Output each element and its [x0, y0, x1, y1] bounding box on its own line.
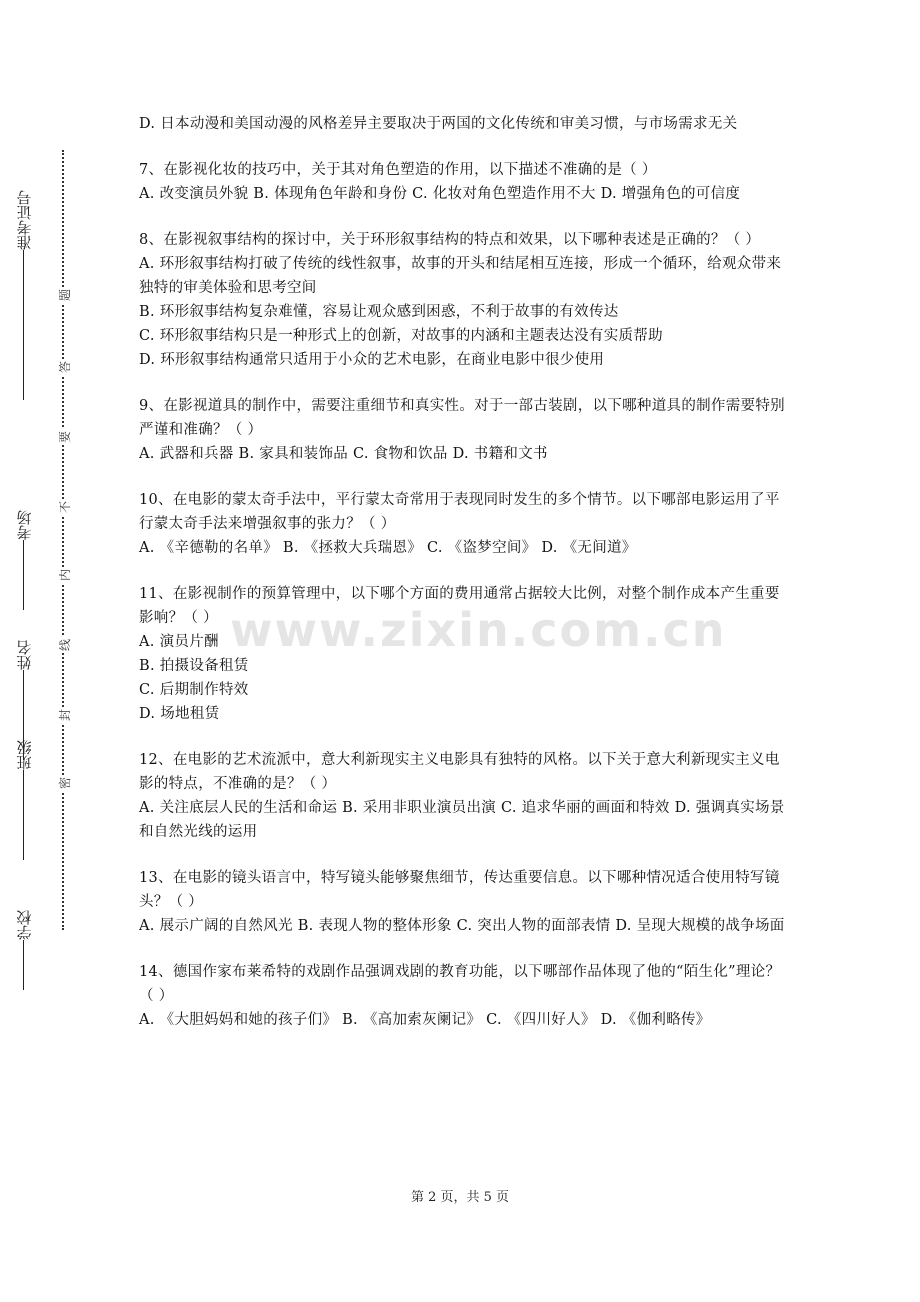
- class-field: [6, 740, 42, 860]
- seal-char: 答: [58, 361, 72, 374]
- school-field: [6, 890, 42, 990]
- school-label: 学校: [15, 910, 34, 940]
- option-c: C. 环形叙事结构只是一种形式上的创新，对故事的内涵和主题表达没有实质帮助: [139, 328, 663, 344]
- seal-char: 封: [58, 709, 72, 722]
- question-14: [139, 960, 789, 1032]
- exam-number-label: 准考证号: [15, 190, 34, 250]
- question-10: [139, 488, 789, 560]
- seal-char: 内: [58, 569, 72, 582]
- question-7: [139, 158, 789, 206]
- exam-number-field: [6, 150, 42, 400]
- watermark: www.zixin.com.cn: [230, 603, 727, 657]
- binding-margin: [6, 150, 42, 950]
- option-d: D. 场地租赁: [139, 706, 220, 722]
- question-options: A. 武器和兵器 B. 家具和装饰品 C. 食物和饮品 D. 书籍和文书: [139, 446, 548, 462]
- question-11: [139, 582, 789, 726]
- option-a: A. 演员片酬: [139, 634, 219, 650]
- question-stem: 9、在影视道具的制作中，需要注重细节和真实性。对于一部古装剧，以下哪种道具的制作需要特别严谨和准确？（ ）: [139, 398, 785, 438]
- question-stem: 7、在影视化妆的技巧中，关于其对角色塑造的作用，以下描述不准确的是（ ）: [139, 162, 657, 178]
- exam-room-field: [6, 510, 42, 610]
- option-d: D. 环形叙事结构通常只适用于小众的艺术电影，在商业电影中很少使用: [139, 352, 605, 368]
- question-9: [139, 394, 789, 466]
- question-options: A. 改变演员外貌 B. 体现角色年龄和身份 C. 化妆对角色塑造作用不大 D. 增强角色的可信度: [139, 186, 741, 202]
- option-a: A. 环形叙事结构打破了传统的线性叙事，故事的开头和结尾相互连接，形成一个循环，给观众带来独特的审美体验和思考空间: [139, 256, 782, 296]
- name-label: 姓名: [15, 640, 34, 670]
- option-b: B. 环形叙事结构复杂难懂，容易让观众感到困惑，不利于故事的有效传达: [139, 304, 619, 320]
- prev-question-option-d: D. 日本动漫和美国动漫的风格差异主要取决于两国的文化传统和审美习惯，与市场需求无关: [139, 116, 738, 132]
- question-options: A. 展示广阔的自然风光 B. 表现人物的整体形象 C. 突出人物的面部表情 D. 呈现大规模的战争场面: [139, 918, 785, 934]
- option-c: C. 后期制作特效: [139, 682, 249, 698]
- seal-line: [62, 150, 78, 930]
- seal-char: 密: [58, 777, 72, 790]
- question-options: A. 《大胆妈妈和她的孩子们》 B. 《高加索灰阑记》 C. 《四川好人》 D. 《伽利略传》: [139, 1012, 711, 1028]
- question-stem: 13、在电影的镜头语言中，特写镜头能够聚焦细节，传达重要信息。以下哪种情况适合使用特写镜头？（ ）: [139, 870, 780, 910]
- seal-char: 题: [58, 289, 72, 302]
- question-12: [139, 748, 789, 844]
- exam-room-label: 考场: [15, 510, 34, 540]
- question-stem: 14、德国作家布莱希特的戏剧作品强调戏剧的教育功能，以下哪部作品体现了他的“陌生化”理论？（ ）: [139, 964, 781, 1004]
- question-stem: 10、在电影的蒙太奇手法中，平行蒙太奇常用于表现同时发生的多个情节。以下哪部电影运用了平行蒙太奇手法来增强叙事的张力？（ ）: [139, 492, 780, 532]
- class-label: 班级: [15, 740, 34, 770]
- question-stem: 8、在影视叙事结构的探讨中，关于环形叙事结构的特点和效果，以下哪种表述是正确的？（ ）: [139, 232, 761, 248]
- question-8: [139, 228, 789, 372]
- question-13: [139, 866, 789, 938]
- option-b: B. 拍摄设备租赁: [139, 658, 249, 674]
- question-options: A. 关注底层人民的生活和命运 B. 采用非职业演员出演 C. 追求华丽的画面和特效 D. 强调真实场景和自然光线的运用: [139, 800, 785, 840]
- question-stem: 11、在影视制作的预算管理中，以下哪个方面的费用通常占据较大比例，对整个制作成本产生重要影响？（ ）: [139, 586, 780, 626]
- seal-char: 要: [58, 431, 72, 444]
- question-stem: 12、在电影的艺术流派中，意大利新现实主义电影具有独特的风格。以下关于意大利新现实主义电影的特点，不准确的是？（ ）: [139, 752, 780, 792]
- question-options: A. 《辛德勒的名单》 B. 《拯救大兵瑞恩》 C. 《盗梦空间》 D. 《无间道》: [139, 540, 637, 556]
- seal-char: 线: [58, 639, 72, 652]
- page-footer: 第 2 页，共 5 页: [410, 1190, 510, 1205]
- seal-char: 不: [58, 501, 72, 514]
- question-list: [139, 112, 789, 1054]
